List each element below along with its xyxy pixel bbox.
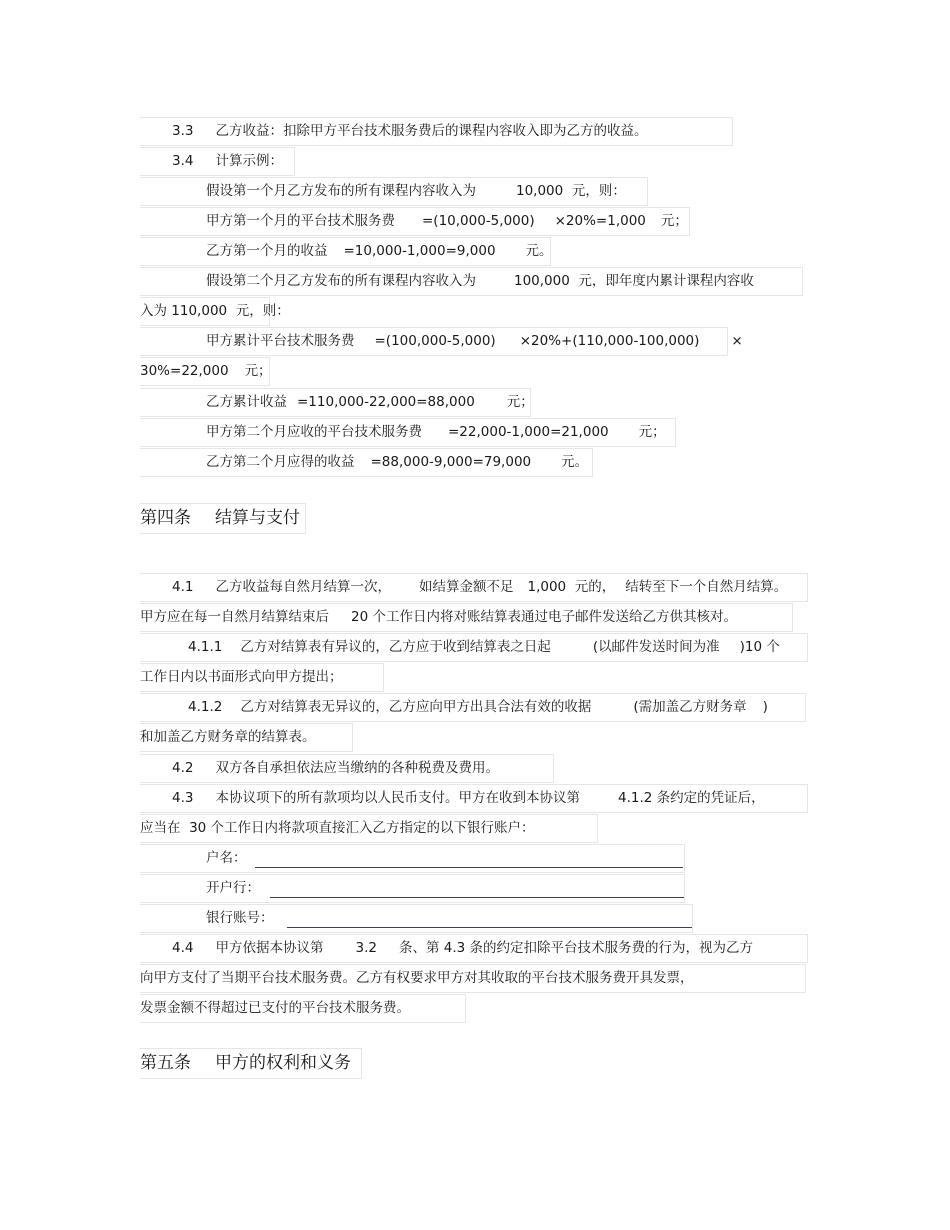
example-unit: 元； — [506, 394, 534, 410]
clause-number: 3.4 — [172, 153, 194, 169]
example-value: 10,000 元，则： — [516, 183, 626, 199]
example-text: 假设第二个月乙方发布的所有课程内容收入为 — [206, 273, 476, 289]
clause-text: 如结算金额不足 — [418, 579, 514, 595]
clause-text: 乙方收益每自然月结算一次， — [215, 579, 391, 595]
example-formula: =(10,000-5,000) — [422, 213, 535, 229]
example-line-8 — [140, 448, 593, 477]
clause-3-4 — [140, 147, 295, 176]
example-formula: ×20%=1,000 — [554, 213, 646, 229]
example-text: 甲方第一个月的平台技术服务费 — [206, 213, 395, 229]
clause-text: 1,000 元的， — [527, 579, 616, 595]
clause-text: 3.2 — [355, 940, 377, 956]
example-line-6 — [140, 388, 534, 417]
clause-number: 4.1.2 — [188, 699, 223, 715]
example-unit: 元。 — [525, 243, 553, 259]
clause-text: 本协议项下的所有款项均以人民币支付。甲方在收到本协议第 — [215, 790, 580, 806]
example-line-3 — [140, 237, 551, 266]
example-formula: 30%=22,000 — [140, 363, 229, 379]
example-formula: =(100,000-5,000) — [374, 333, 496, 349]
clause-number: 4.2 — [172, 760, 194, 776]
example-line-2 — [140, 207, 690, 236]
clause-text: 发票金额不得超过已支付的平台技术服务费。 — [140, 1000, 410, 1016]
account-bank-blank[interactable] — [270, 897, 684, 898]
account-bank-row — [140, 874, 685, 903]
example-text: 甲方第二个月应收的平台技术服务费 — [206, 424, 422, 440]
account-number-blank[interactable] — [287, 927, 692, 928]
example-formula: =110,000-22,000=88,000 — [297, 394, 475, 410]
clause-text: 20 个工作日内将对账结算表通过电子邮件发送给乙方供其核对。 — [351, 609, 737, 625]
clause-text: 工作日内以书面形式向甲方提出； — [140, 669, 343, 685]
example-text: 甲方累计平台技术服务费 — [206, 333, 355, 349]
clause-4-1-2-cont — [140, 723, 353, 752]
account-number-label: 银行账号： — [206, 910, 274, 926]
clause-text: 计算示例： — [215, 153, 283, 169]
example-formula: =22,000-1,000=21,000 — [448, 424, 609, 440]
example-unit: 元； — [638, 424, 666, 440]
heading-title: 甲方的权利和义务 — [215, 1053, 351, 1073]
clause-4-4-cont-2 — [140, 994, 466, 1023]
example-formula: =10,000-1,000=9,000 — [343, 243, 496, 259]
clause-3-3 — [140, 117, 733, 146]
heading-title: 结算与支付 — [215, 508, 300, 528]
account-number-row — [140, 904, 693, 933]
example-line-5 — [140, 327, 743, 356]
example-text: 假设第一个月乙方发布的所有课程内容收入为 — [206, 183, 476, 199]
clause-number: 3.3 — [172, 123, 194, 139]
heading-number: 第四条 — [140, 508, 191, 528]
example-line-7 — [140, 418, 676, 447]
clause-text: 4.1.2 条约定的凭证后， — [617, 790, 765, 806]
clause-number: 4.1.1 — [188, 639, 223, 655]
clause-text: )10 个 — [739, 639, 780, 655]
clause-4-1 — [140, 573, 808, 602]
heading-number: 第五条 — [140, 1053, 191, 1073]
clause-text: 向甲方支付了当期平台技术服务费。乙方有权要求甲方对其收取的平台技术服务费开具发票， — [140, 970, 694, 986]
example-formula: ×20%+(110,000-100,000) — [519, 333, 700, 349]
clause-text: 甲方应在每一自然月结算结束后 — [140, 609, 329, 625]
example-formula: =88,000-9,000=79,000 — [370, 454, 532, 470]
account-bank-label: 开户行： — [206, 880, 260, 896]
clause-text: 双方各自承担依法应当缴纳的各种税费及费用。 — [215, 760, 499, 776]
example-line-4-cont — [140, 297, 290, 326]
clause-text: 和加盖乙方财务章的结算表。 — [140, 729, 316, 745]
example-value: 100,000 元，即年度内累计课程内容收 — [514, 273, 754, 289]
clause-4-1-1 — [140, 633, 808, 662]
clause-number: 4.3 — [172, 790, 194, 806]
clause-4-2 — [140, 754, 554, 783]
example-formula: × — [731, 333, 743, 349]
example-unit: 元； — [660, 213, 688, 229]
clause-4-3 — [140, 784, 808, 813]
clause-text: ) — [762, 699, 768, 715]
example-text: 入为 110,000 元，则： — [140, 303, 290, 319]
section-4-heading — [140, 503, 306, 534]
clause-number: 4.1 — [172, 579, 194, 595]
clause-text: 条、第 4.3 条的约定扣除平台技术服务费的行为，视为乙方 — [398, 940, 754, 956]
clause-text: 乙方对结算表无异议的，乙方应向甲方出具合法有效的收据 — [240, 699, 592, 715]
example-text: 乙方累计收益 — [206, 394, 287, 410]
clause-text: 甲方依据本协议第 — [215, 940, 324, 956]
clause-number: 4.4 — [172, 940, 194, 956]
clause-text: 乙方收益：扣除甲方平台技术服务费后的课程内容收入即为乙方的收益。 — [215, 123, 648, 139]
clause-text: (需加盖乙方财务章 — [633, 699, 747, 715]
example-unit: 元。 — [561, 454, 589, 470]
example-line-1 — [140, 177, 648, 206]
account-name-row — [140, 844, 685, 873]
clause-4-1-cont — [140, 603, 793, 632]
account-name-blank[interactable] — [255, 867, 683, 868]
section-5-heading — [140, 1048, 362, 1079]
clause-4-1-1-cont — [140, 663, 384, 692]
account-name-label: 户名： — [206, 850, 247, 866]
clause-4-3-cont — [140, 814, 598, 843]
clause-text: 应当在 30 个工作日内将款项直接汇入乙方指定的以下银行账户： — [140, 820, 535, 836]
example-line-4 — [140, 267, 803, 296]
clause-4-1-2 — [140, 693, 806, 722]
clause-text: 乙方对结算表有异议的，乙方应于收到结算表之日起 — [240, 639, 551, 655]
example-unit: 元； — [244, 363, 272, 379]
clause-text: (以邮件发送时间为准 — [592, 639, 720, 655]
example-text: 乙方第二个月应得的收益 — [206, 454, 355, 470]
example-text: 乙方第一个月的收益 — [206, 243, 328, 259]
clause-4-4-cont — [140, 964, 806, 993]
clause-4-4 — [140, 934, 808, 963]
clause-text: 结转至下一个自然月结算。 — [625, 579, 788, 595]
example-line-5-cont — [140, 357, 270, 386]
